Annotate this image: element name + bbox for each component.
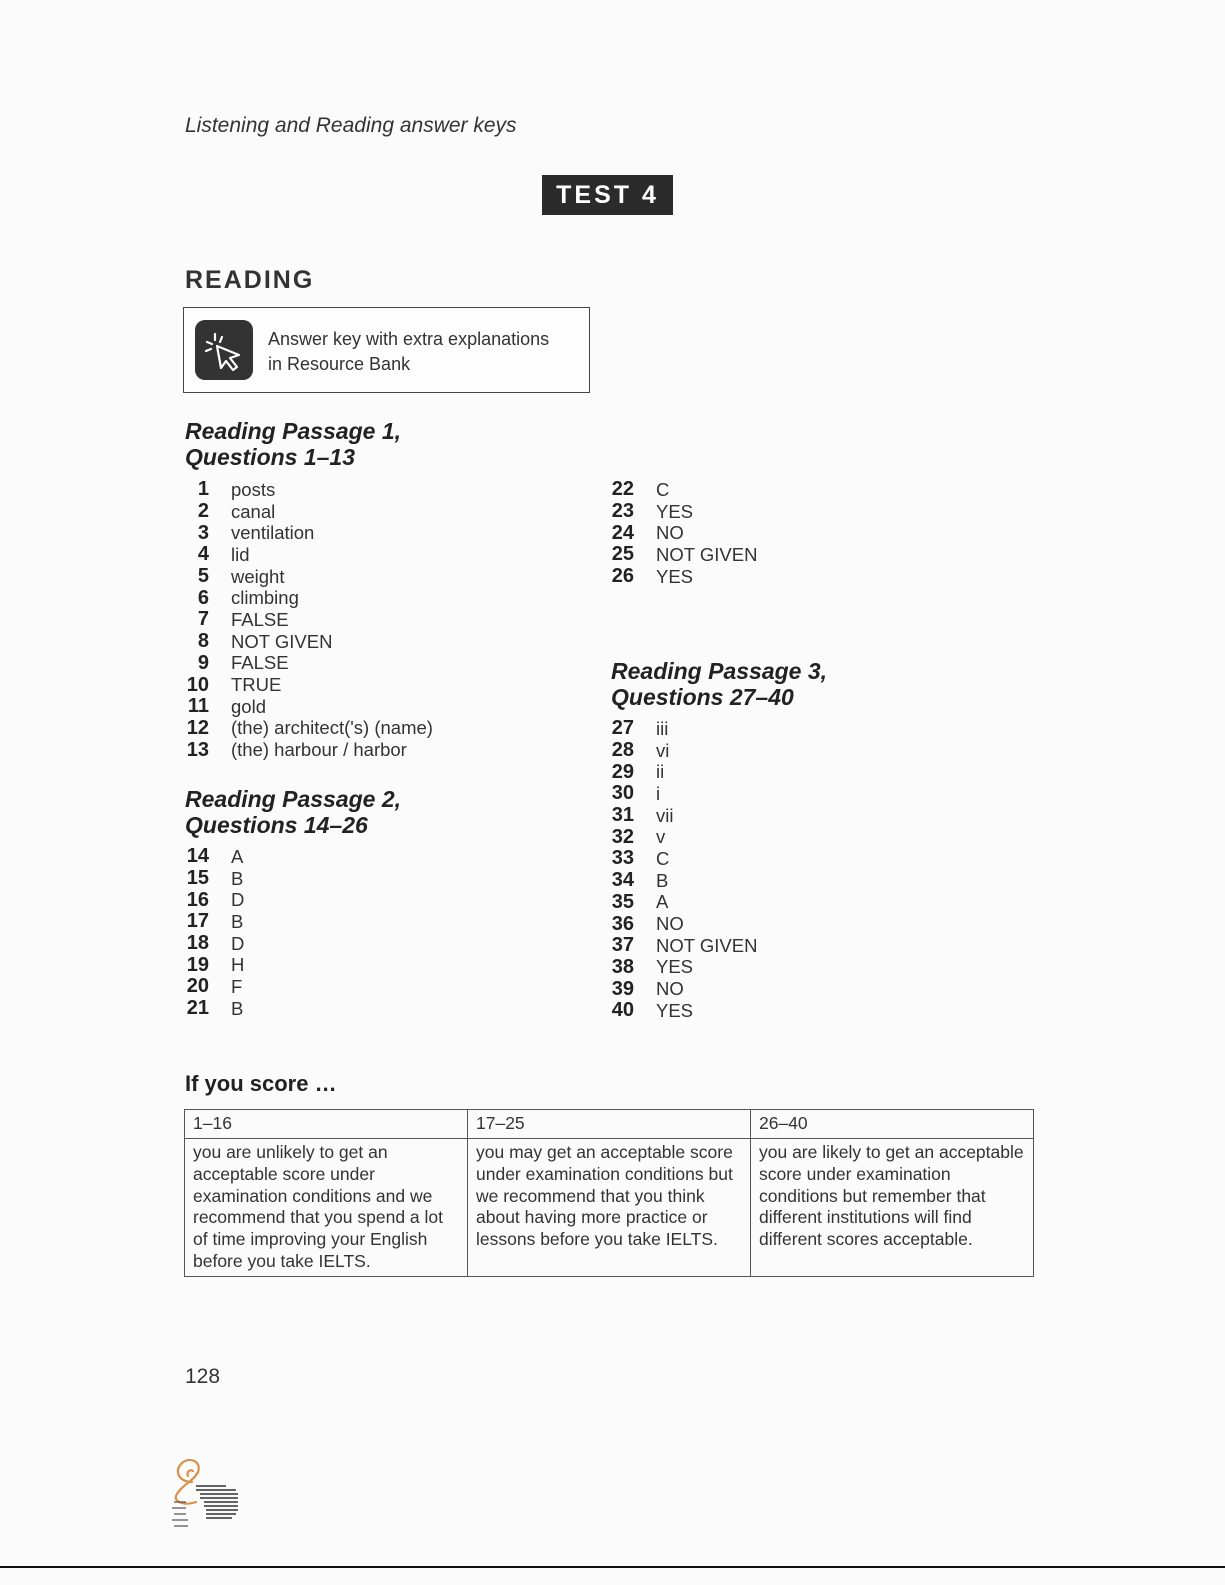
question-number: 11 <box>187 695 209 718</box>
score-table-body-row <box>185 1139 1034 1277</box>
question-number: 15 <box>186 867 209 890</box>
answer-row <box>185 566 433 588</box>
answer-value: D <box>231 932 245 954</box>
question-number: 6 <box>197 586 209 609</box>
question-number: 40 <box>611 999 634 1022</box>
answer-value: B <box>231 910 244 932</box>
answer-value: NOT GIVEN <box>656 543 758 565</box>
question-number: 38 <box>611 955 634 978</box>
score-range-high: 26–40 <box>751 1110 1034 1139</box>
answer-row <box>185 631 433 653</box>
question-number: 31 <box>611 804 634 827</box>
question-number: 9 <box>197 651 209 674</box>
answer-value: canal <box>231 500 276 522</box>
answer-value: i <box>656 782 661 804</box>
question-number: 17 <box>186 910 209 933</box>
answer-row <box>185 954 244 976</box>
answer-value: NO <box>656 522 684 544</box>
question-number: 30 <box>611 782 634 805</box>
passage2-answer-list-col1 <box>185 846 244 1020</box>
bottom-rule <box>0 1566 1225 1568</box>
answer-row <box>185 501 433 523</box>
answer-value: NOT GIVEN <box>656 934 758 956</box>
question-number: 16 <box>186 888 209 911</box>
answer-value: NOT GIVEN <box>231 630 333 652</box>
answer-value: C <box>656 478 670 500</box>
question-number: 26 <box>611 565 634 588</box>
publisher-logo-icon <box>166 1446 246 1536</box>
section-heading: READING <box>185 266 315 294</box>
resource-text-line1: Answer key with extra explanations <box>268 329 550 349</box>
answer-value: YES <box>656 565 694 587</box>
answer-row <box>185 544 433 566</box>
score-range-mid: 17–25 <box>468 1110 751 1139</box>
answer-row <box>185 889 244 911</box>
answer-value: weight <box>231 565 285 587</box>
question-number: 14 <box>186 845 209 868</box>
answer-value: vi <box>656 739 670 761</box>
answer-value: TRUE <box>231 674 282 696</box>
answer-value: YES <box>656 500 694 522</box>
question-number: 23 <box>611 500 634 523</box>
passage1-title: Reading Passage 1, Questions 1–13 <box>185 418 402 470</box>
answer-row <box>185 653 433 675</box>
question-number: 7 <box>197 608 209 631</box>
answer-row <box>185 976 244 998</box>
question-number: 3 <box>197 521 209 544</box>
passage3-answer-list <box>610 718 757 1022</box>
question-number: 25 <box>611 543 634 566</box>
question-number: 20 <box>186 975 209 998</box>
answer-value: (the) architect('s) (name) <box>231 717 433 739</box>
answer-row <box>610 848 757 870</box>
score-advice-mid: you may get an acceptable score under examination conditions but we recommend that you think about having more practice or lessons before you take IELTS. <box>468 1139 751 1277</box>
question-number: 39 <box>611 977 634 1000</box>
answer-value: iii <box>656 717 669 739</box>
score-table-header-row <box>185 1110 1034 1139</box>
answer-row <box>610 805 757 827</box>
answer-value: NO <box>656 913 684 935</box>
answer-row <box>610 566 757 588</box>
question-number: 4 <box>197 543 209 566</box>
answer-value: H <box>231 954 245 976</box>
answer-value: v <box>656 826 666 848</box>
answer-row <box>185 868 244 890</box>
question-number: 27 <box>611 717 634 740</box>
score-table <box>184 1109 1034 1277</box>
running-head: Listening and Reading answer keys <box>185 114 517 137</box>
page-number: 128 <box>185 1365 221 1388</box>
question-number: 8 <box>197 630 209 653</box>
answer-row <box>185 696 433 718</box>
answer-value: ventilation <box>231 522 315 544</box>
question-number: 34 <box>611 869 634 892</box>
test-badge: TEST 4 <box>542 175 673 215</box>
answer-row <box>610 761 757 783</box>
answer-value: A <box>656 891 669 913</box>
resource-bank-box[interactable] <box>183 307 590 393</box>
answer-value: B <box>231 867 244 889</box>
answer-value: vii <box>656 804 674 826</box>
score-advice-high: you are likely to get an acceptable score under examination conditions but remember that different institutions will find different scores acceptable. <box>751 1139 1034 1277</box>
answer-row <box>185 933 244 955</box>
answer-value: climbing <box>231 587 299 609</box>
answer-row <box>610 740 757 762</box>
answer-row <box>185 479 433 501</box>
answer-value: B <box>656 869 669 891</box>
answer-value: C <box>656 847 670 869</box>
answer-row <box>185 998 244 1020</box>
question-number: 21 <box>186 997 209 1020</box>
answer-value: posts <box>231 478 276 500</box>
answer-row <box>610 479 757 501</box>
answer-row <box>610 913 757 935</box>
score-advice-low: you are unlikely to get an acceptable score under examination conditions and we recommend that you spend a lot of time improving your English before you take IELTS. <box>185 1139 468 1277</box>
answer-row <box>610 892 757 914</box>
question-number: 32 <box>611 825 634 848</box>
answer-value: lid <box>231 543 250 565</box>
passage1-answer-list <box>185 479 433 761</box>
question-number: 36 <box>611 912 634 935</box>
answer-row <box>610 718 757 740</box>
answer-row <box>610 783 757 805</box>
answer-value: (the) harbour / harbor <box>231 739 407 761</box>
answer-row <box>185 609 433 631</box>
answer-value: F <box>231 975 243 997</box>
answer-row <box>610 1000 757 1022</box>
question-number: 22 <box>611 478 634 501</box>
question-number: 12 <box>186 716 209 739</box>
score-heading: If you score … <box>185 1071 337 1096</box>
answer-row <box>185 739 433 761</box>
question-number: 13 <box>186 738 209 761</box>
answer-value: YES <box>656 956 694 978</box>
answer-row <box>610 501 757 523</box>
answer-row <box>610 522 757 544</box>
question-number: 18 <box>186 932 209 955</box>
answer-value: D <box>231 889 245 911</box>
answer-value: YES <box>656 999 694 1021</box>
question-number: 33 <box>611 847 634 870</box>
answer-row <box>185 522 433 544</box>
answer-row <box>185 587 433 609</box>
answer-value: gold <box>231 695 266 717</box>
passage2-title: Reading Passage 2, Questions 14–26 <box>185 786 402 838</box>
answer-value: ii <box>656 761 665 783</box>
question-number: 2 <box>197 500 209 523</box>
answer-row <box>185 846 244 868</box>
answer-row <box>610 935 757 957</box>
score-range-low: 1–16 <box>185 1110 468 1139</box>
question-number: 10 <box>186 673 209 696</box>
answer-row <box>185 674 433 696</box>
passage3-title: Reading Passage 3, Questions 27–40 <box>611 658 828 710</box>
question-number: 24 <box>611 521 634 544</box>
answer-value: A <box>231 845 244 867</box>
pointer-click-icon <box>195 320 253 380</box>
answer-row <box>610 826 757 848</box>
answer-value: B <box>231 997 244 1019</box>
question-number: 19 <box>186 953 209 976</box>
resource-text-line2: in Resource Bank <box>268 354 411 374</box>
answer-value: FALSE <box>231 652 289 674</box>
answer-row <box>610 870 757 892</box>
question-number: 37 <box>611 934 634 957</box>
answer-row <box>610 957 757 979</box>
passage2-answer-list-col2 <box>610 479 757 587</box>
answer-row <box>610 978 757 1000</box>
answer-value: NO <box>656 978 684 1000</box>
question-number: 28 <box>611 739 634 762</box>
answer-value: FALSE <box>231 608 289 630</box>
answer-row <box>185 911 244 933</box>
question-number: 35 <box>611 890 634 913</box>
answer-row <box>610 544 757 566</box>
question-number: 29 <box>611 760 634 783</box>
answer-row <box>185 718 433 740</box>
question-number: 1 <box>197 478 209 501</box>
question-number: 5 <box>197 565 209 588</box>
